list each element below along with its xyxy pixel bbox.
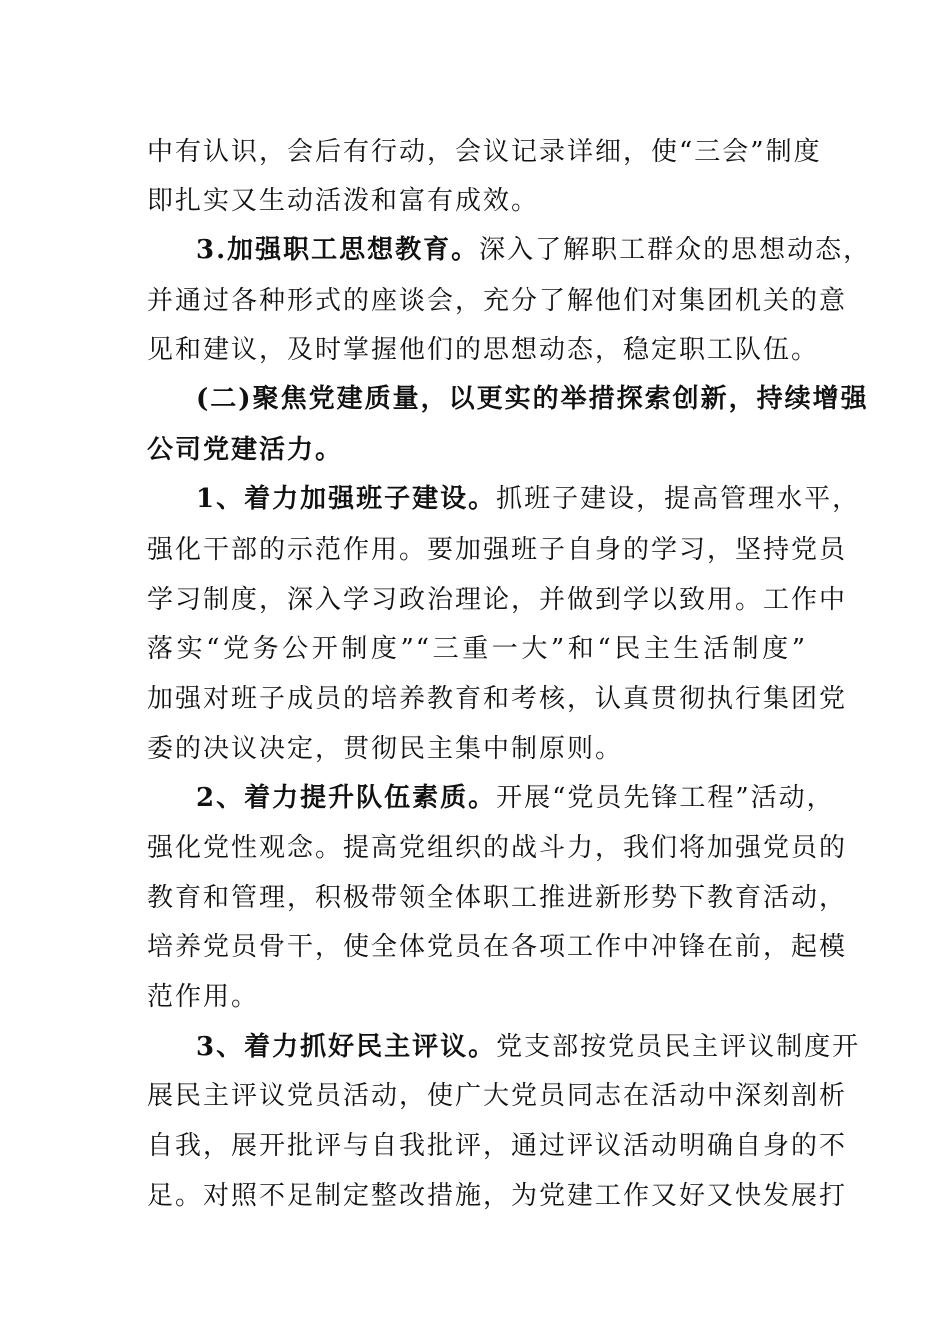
- line-text: 展民主评议党员活动，使广大党员同志在活动中深刻剖析: [147, 1081, 848, 1111]
- line-text: 培养党员骨干，使全体党员在各项工作中冲锋在前，起模: [147, 932, 848, 962]
- line-text: 党支部按党员民主评议制度开: [496, 1032, 861, 1062]
- line-text: 深入了解职工群众的思想动态，: [479, 235, 872, 265]
- body-line: [147, 525, 848, 575]
- line-text: 强化党性观念。提高党组织的战斗力，我们将加强党员的: [147, 833, 848, 863]
- line-text: 抓班子建设，提高管理水平，: [496, 484, 861, 514]
- line-text: 自我，展开批评与自我批评，通过评议活动明确自身的不: [147, 1131, 848, 1161]
- body-line: [147, 575, 848, 625]
- item-2-heading-line: [196, 773, 835, 823]
- body-line: [147, 624, 807, 674]
- body-line: [147, 1071, 848, 1121]
- item-3-heading-line: [196, 1022, 861, 1072]
- line-text: 即扎实又生动活泼和富有成效。: [147, 186, 540, 216]
- body-line: [147, 823, 848, 873]
- line-text: 教育和管理，积极带领全体职工推进新形势下教育活动，: [147, 883, 848, 913]
- body-line: [147, 127, 822, 177]
- body-line: [147, 724, 807, 774]
- line-text: 见和建议，及时掌握他们的思想动态，稳定职工队伍。: [147, 335, 820, 365]
- body-line: [147, 1171, 848, 1221]
- line-text: 学习制度，深入学习政治理论，并做到学以致用。工作中: [147, 585, 848, 615]
- body-line: [147, 1121, 848, 1171]
- line-text: 落实“党务公开制度”“三重一大”和“民主生活制度”: [147, 634, 807, 664]
- item-heading: 3、着力抓好民主评议。: [196, 1032, 497, 1062]
- section-heading: 3.加强职工思想教育。: [196, 235, 480, 265]
- item-1-heading-line: [196, 474, 861, 524]
- section-3-heading-line: [196, 225, 872, 275]
- body-line: [147, 873, 848, 923]
- line-text: 加强对班子成员的培养教育和考核，认真贯彻执行集团党: [147, 684, 848, 714]
- line-text: 中有认识，会后有行动，会议记录详细，使“三会”制度: [147, 137, 822, 167]
- line-text: 并通过各种形式的座谈会，充分了解他们对集团机关的意: [147, 286, 848, 316]
- line-text: 范作用。: [147, 982, 260, 1012]
- part-2-heading-line: [147, 425, 807, 475]
- body-line: [147, 325, 820, 375]
- body-line: [147, 972, 807, 1022]
- item-heading: 2、着力提升队伍素质。: [196, 783, 497, 813]
- line-text: 开展“党员先锋工程”活动，: [496, 783, 835, 813]
- body-line: [147, 176, 807, 226]
- part-2-heading-line: [196, 374, 869, 424]
- line-text: 足。对照不足制定整改措施，为党建工作又好又快发展打: [147, 1181, 848, 1211]
- item-heading: 1、着力加强班子建设。: [196, 484, 497, 514]
- line-text: 委的决议决定，贯彻民主集中制原则。: [147, 734, 624, 764]
- body-line: [147, 922, 848, 972]
- body-line: [147, 276, 848, 326]
- body-line: [147, 674, 848, 724]
- line-text: 强化干部的示范作用。要加强班子自身的学习，坚持党员: [147, 535, 848, 565]
- part-heading: 公司党建活力。: [147, 435, 344, 465]
- part-heading: (二)聚焦党建质量，以更实的举措探索创新，持续增强: [196, 384, 869, 414]
